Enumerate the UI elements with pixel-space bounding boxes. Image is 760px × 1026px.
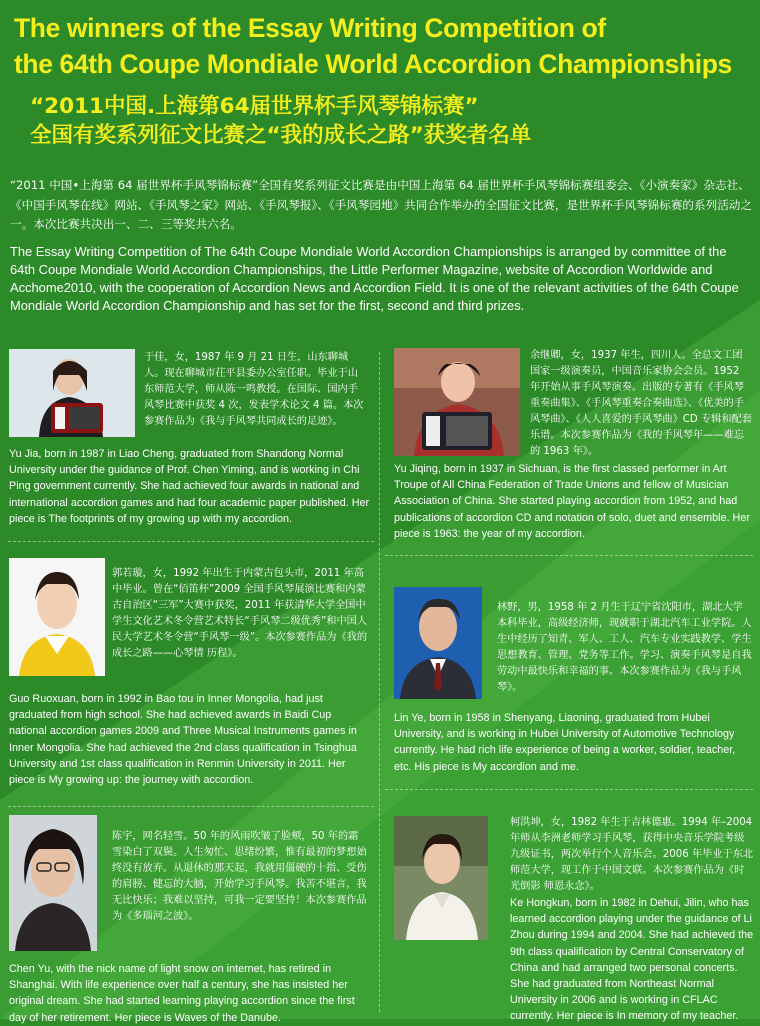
row-divider bbox=[8, 806, 374, 807]
winner-bio-zh: 于佳，女，1987 年 9 月 21 日生，山东聊城人。现在聊城市茌平县委办公室任职。毕业于山东师范大学，师从陈一鸣教授。在国际、国内手风琴比赛中获奖 4 次，发表学术论文 4 篇。本次参赛作品为《我与手风琴共同成长的足迹》。 bbox=[144, 352, 364, 427]
winner-bio-zh: 陈宇，网名轻雪。50 年的风雨吹皱了脸颊，50 年的霜雪染白了双鬓。人生匆忙、思绪纷繁，惟有最初的梦想始终没有放弃。从退休的那天起，我就用僵硬的十指、受伤的肩膀、健忘的大脑，开始学习手风琴。我苦不堪言，我无比快乐；我难以坚持，可我一定要坚持！本次参赛作品为《多瑙河之波》。 bbox=[112, 831, 367, 922]
winner-bio-zh: 郭若璇，女，1992 年出生于内蒙古包头市，2011 年高中毕业。曾在“佰笛杯”2009 全国手风琴展演比赛和内蒙古自治区“三军”大赛中获奖，2011 年获清华大学全国中学生文化艺术冬令营艺术特长“手风琴二级优秀”和中国人民大学艺术冬令营“手风琴一级”。本次参赛作品为《我的成长之路——心琴情 历程》。 bbox=[112, 568, 368, 659]
winner-photo-yu-jiqing bbox=[394, 348, 520, 456]
winner-bio-en: Guo Ruoxuan, born in 1992 in Bao tou in Inner Mongolia, had just graduated from high school. She had achieved awards in Baidi Cup national accordion games 2009 and Three Musical Instruments games in Inner Mongolia. She had achieved the 2nd class qualification in Tsinghua University and 1st class qualification in Renmin University in 2011. Her piece is My growing up: the journey with accordion. bbox=[9, 693, 357, 787]
winner-bio-en: Lin Ye, born in 1958 in Shenyang, Liaoning, graduated from Hubei University, and is working in Hubei University of Automotive Technology currently. He had rich life experience of being a worker, soldier, teacher, etc. His piece is My accordion and me. bbox=[394, 712, 736, 773]
intro-chinese: “2011 中国•上海第 64 届世界杯手风琴锦标赛”全国有奖系列征文比赛是由中国上海第 64 届世界杯手风琴锦标赛组委会、《小演奏家》杂志社、《中国手风琴在线》网站、《手风琴之家》网站、《手风琴报》、《手风琴园地》共同合作举办的全国征文比赛，是世界杯手风琴锦标赛的系列活动之一。本次比赛共决出一、二、三等奖共六名。 bbox=[10, 178, 752, 231]
winner-bio-en: Yu Jiqing, born in 1937 in Sichuan, is the first classed performer in Art Troupe of All China Federation of Trade Unions and fellow of Musician Association of China. She started playing accordion from 1952, and had publications of accordion CD and notation of solo, duet and ensemble. Her piece is 1963: the year of my accordion. bbox=[394, 463, 750, 540]
winner-bio-zh: 林野，男，1958 年 2 月生于辽宁省沈阳市，湖北大学本科毕业，高级经济师，现就职于湖北汽车工业学院。人生中经历了知青、军人、工人、汽车专业实践教学、学生思想教育、管理、党务等工作。学习、演奏手风琴是自我劳动中最快乐和幸福的事。本次参赛作品为《我与手风琴》。 bbox=[497, 602, 752, 693]
title-line-1: The winners of the Essay Writing Competition of bbox=[14, 13, 606, 43]
winner-photo-yu-jia bbox=[9, 349, 135, 437]
winner-photo-ke-hongkun bbox=[394, 816, 488, 940]
page-title-english bbox=[14, 10, 754, 82]
row-divider bbox=[385, 789, 753, 790]
intro-english: The Essay Writing Competition of The 64th Coupe Mondiale World Accordion Championships is arranged by committee of the 64th Coupe Mondiale World Accordion Championships, the Little Performer Magazine, website of Accordion Worldwide and Acchome2010, with the cooperation of Accordion News and Accordion Field. It is one of the relevant activities of the 64th Coupe Mondiale World Accordion Championship and has set for the first, second and third prizes. bbox=[10, 244, 739, 313]
winner-bio-en: Chen Yu, with the nick name of light snow on internet, has retired in Shanghai. With life experience over half a century, she has insisted her original dream. She had started learning playing accordion since the first day of her retirement. Her piece is Waves of the Danube. bbox=[9, 963, 355, 1024]
row-divider bbox=[8, 541, 374, 542]
winner-bio-en: Ke Hongkun, born in 1982 in Dehui, Jilin, who has learned accordion playing under the guidance of Li Zhou during 1994 and 2004. She had achieved the 9th class qualification by Central Conservatory of China and had arranged two personal concerts. She had graduated from Northeast Normal University in 2006 and is working in CFLAC currently. Her piece is In memory of my teacher. bbox=[510, 897, 754, 1023]
winner-bio-zh: 余继卿，女，1937 年生，四川人。全总文工团国家一级演奏员，中国音乐家协会会员。1952 年开始从事手风琴演奏。出版的专著有《手风琴重奏曲集》、《手风琴重奏合奏曲选》、《优美的手风琴曲》、《人人喜爱的手风琴曲》CD 专辑和配套乐谱。本次参赛作品为《我的手风琴年——难忘的 1963 年》。 bbox=[530, 350, 752, 457]
winner-photo-guo-ruoxuan bbox=[9, 558, 105, 676]
winner-bio-en: Yu Jia, born in 1987 in Liao Cheng, graduated from Shandong Normal University under the guidance of Prof. Chen Yiming, and is working in Chi Ping government currently. She had achieved four awards in national and international accordion games and had four academic paper published. Her piece is The footprints of my growing up with my accordion. bbox=[9, 448, 370, 525]
page-title-chinese bbox=[30, 92, 750, 150]
winner-bio-zh: 柯洪坤，女，1982 年生于吉林德惠。1994 年–2004 年师从李洲老师学习手风琴，获得中央音乐学院考级九级证书，两次举行个人音乐会。2006 年毕业于东北师范大学，现工作于中国文联。本次参赛作品为《时光倒影 师恩永念》。 bbox=[510, 817, 754, 892]
title-zh-line-1: “2011中国.上海第64届世界杯手风琴锦标赛” bbox=[30, 94, 479, 119]
winner-photo-lin-ye bbox=[394, 587, 482, 699]
row-divider bbox=[385, 555, 753, 556]
winner-photo-chen-yu bbox=[9, 815, 97, 951]
title-line-2: the 64th Coupe Mondiale World Accordion Championships bbox=[14, 49, 732, 79]
column-divider bbox=[379, 352, 380, 1012]
title-zh-line-2: 全国有奖系列征文比赛之“我的成长之路”获奖者名单 bbox=[30, 123, 532, 148]
